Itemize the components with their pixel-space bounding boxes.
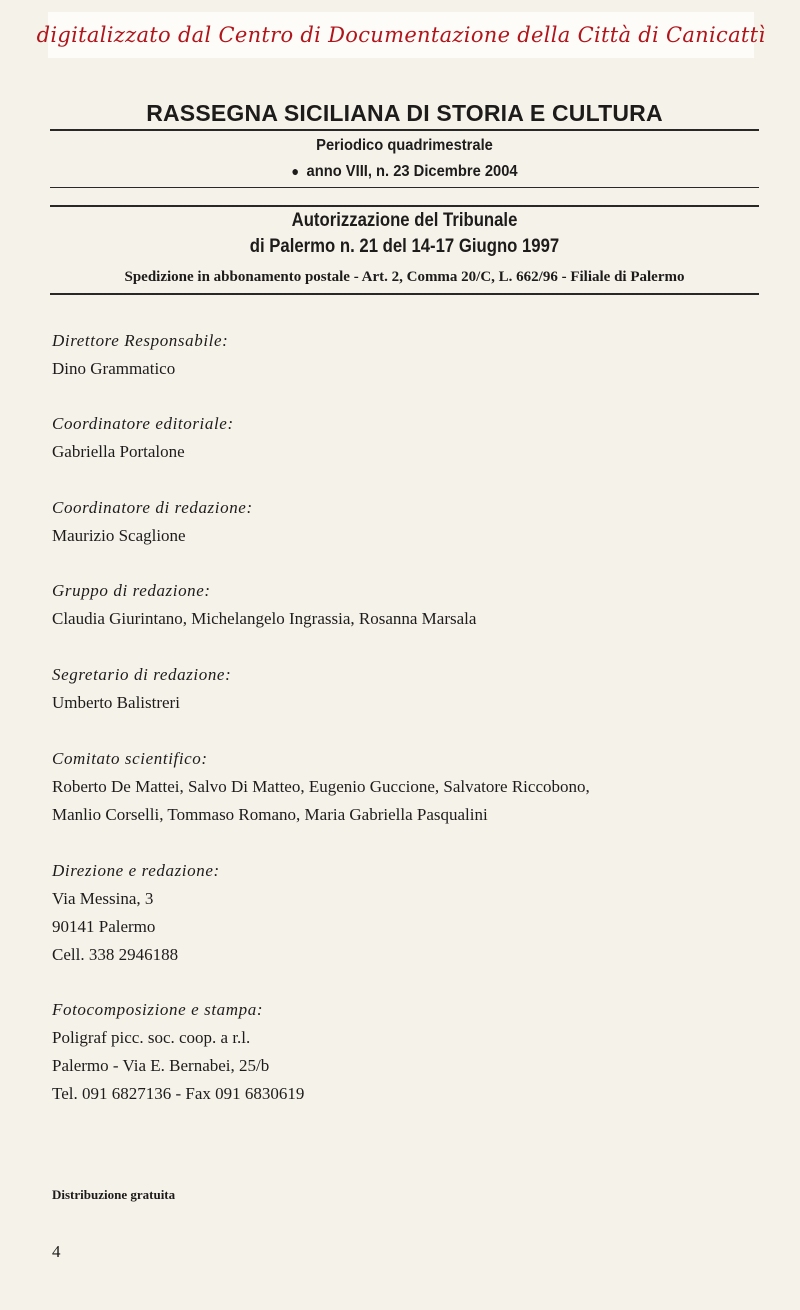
credit-label: Direttore Responsabile: [52, 331, 229, 350]
bullet-icon: ● [291, 163, 300, 179]
credit-gruppo-redazione [52, 577, 772, 633]
credit-line: Manlio Corselli, Tommaso Romano, Maria Gabriella Pasqualini [52, 805, 488, 824]
journal-title: RASSEGNA SICILIANA DI STORIA E CULTURA [146, 100, 663, 126]
credit-coordinatore-redazione [52, 494, 772, 550]
credit-line: Cell. 338 2946188 [52, 945, 179, 964]
page-number: 4 [52, 1242, 61, 1261]
credit-label: Gruppo di redazione: [52, 581, 211, 600]
credit-line: Palermo - Via E. Bernabei, 25/b [52, 1056, 270, 1075]
issue-line [78, 163, 730, 181]
credit-line: 90141 Palermo [52, 917, 156, 936]
banner-text: digitalizzato dal Centro di Documentazione della Città di Canicattì [36, 23, 766, 47]
credit-line: Dino Grammatico [52, 359, 176, 378]
credit-line: Gabriella Portalone [52, 442, 185, 461]
digitization-banner [36, 12, 766, 58]
credit-label: Coordinatore editoriale: [52, 414, 234, 433]
credit-segretario [52, 661, 772, 717]
credit-line: Umberto Balistreri [52, 693, 180, 712]
credit-coordinatore-editoriale [52, 410, 772, 466]
credit-label: Direzione e redazione: [52, 861, 220, 880]
credit-line: Roberto De Mattei, Salvo Di Matteo, Eugenio Guccione, Salvatore Riccobono, [52, 777, 590, 796]
credit-direttore [52, 327, 772, 383]
divider [50, 129, 759, 131]
divider [50, 187, 759, 188]
credit-comitato-scientifico [52, 745, 772, 829]
credit-label: Comitato scientifico: [52, 749, 208, 768]
credit-line: Via Messina, 3 [52, 889, 154, 908]
authorization-line-2: di Palermo n. 21 del 14-17 Giugno 1997 [249, 236, 560, 257]
issue-text: anno VIII, n. 23 Dicembre 2004 [306, 163, 518, 180]
authorization-line-1: Autorizzazione del Tribunale [291, 210, 518, 231]
credit-label: Segretario di redazione: [52, 665, 232, 684]
periodicity: Periodico quadrimestrale [316, 137, 493, 154]
credit-label: Fotocomposizione e stampa: [52, 1000, 264, 1019]
credit-label: Coordinatore di redazione: [52, 498, 253, 517]
divider [50, 205, 759, 207]
credit-direzione-redazione [52, 857, 772, 969]
postal-line: Spedizione in abbonamento postale - Art. 2, Comma 20/C, L. 662/96 - Filiale di Palermo [124, 269, 685, 285]
credit-line: Maurizio Scaglione [52, 526, 186, 545]
credit-line: Tel. 091 6827136 - Fax 091 6830619 [52, 1084, 305, 1103]
credit-line: Claudia Giurintano, Michelangelo Ingrassia, Rosanna Marsala [52, 609, 477, 628]
divider [50, 293, 759, 295]
credit-line: Poligraf picc. soc. coop. a r.l. [52, 1028, 251, 1047]
credit-fotocomposizione [52, 996, 772, 1108]
distribution-note: Distribuzione gratuita [52, 1187, 176, 1202]
